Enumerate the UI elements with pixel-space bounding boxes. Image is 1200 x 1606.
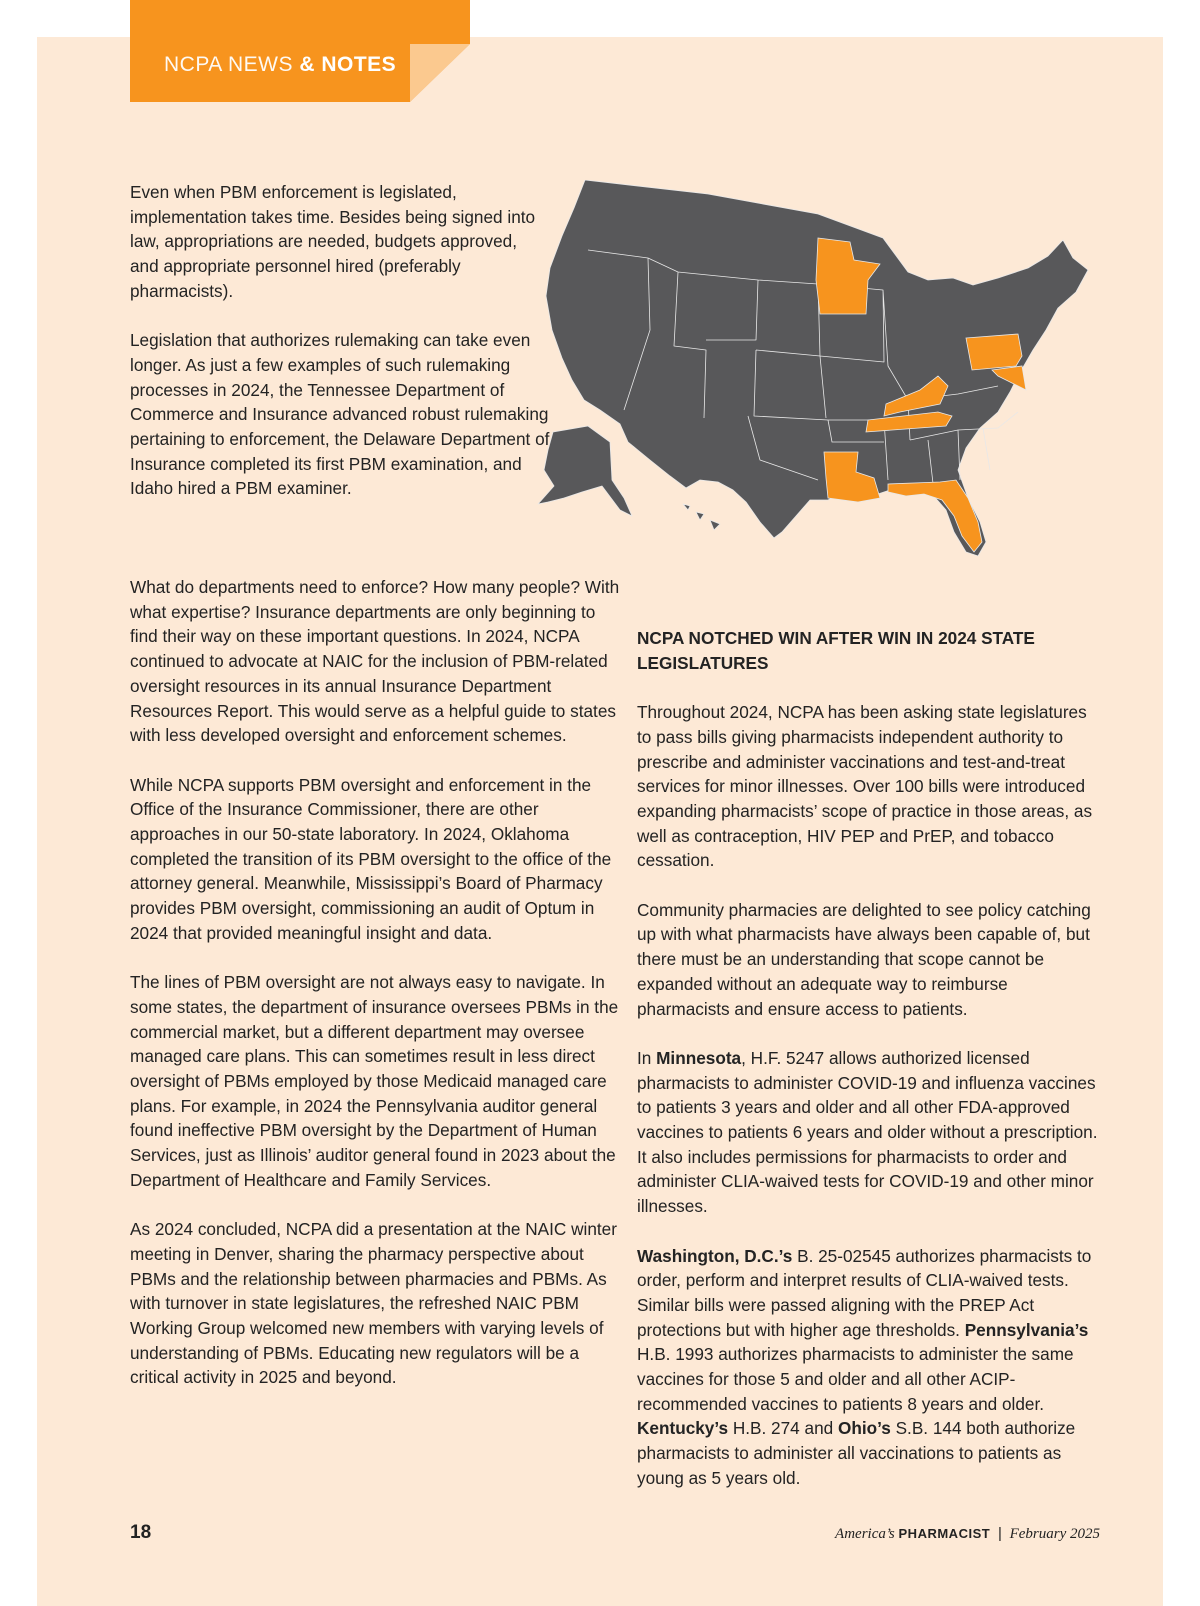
magazine-brand: PHARMACIST: [898, 1526, 991, 1541]
page-number: 18: [130, 1522, 152, 1543]
paragraph: The lines of PBM oversight are not always easy to navigate. In some states, the department of insurance oversees PBMs in the commercial market, but a different department may oversee managed care plans. This can sometimes result in less direct oversight of PBMs employed by those Medicaid managed care plans. For example, in 2024 the Pennsylvania auditor general found ineffective PBM oversight by the Department of Human Services, just as Illinois’ auditor general found in 2023 about the Department of Healthcare and Family Services.: [130, 972, 619, 1190]
state-pennsylvania: [966, 334, 1022, 370]
paragraph: Throughout 2024, NCPA has been asking state legislatures to pass bills giving pharmacists independent authority to prescribe and administer vaccinations and test-and-treat services for minor illnesses. Over 100 bills were introduced expanding pharmacists’ scope of practice in those areas, as well as contraception, HIV PEP and PrEP, and tobacco cessation.: [637, 702, 1093, 871]
text: B. 25-02545 authorizes pharmacists to order, perform and interpret results of CLIA-waived tests. Similar bills were passed aligning with the PREP Act protections but with higher age thresholds.: [637, 1245, 1092, 1340]
state-name: Kentucky’s: [637, 1418, 729, 1439]
text: H.B. 274 and: [728, 1418, 838, 1439]
hawaii-shape: [683, 504, 720, 530]
left-column: [130, 575, 620, 1415]
section-title: [164, 53, 396, 77]
paragraph: While NCPA supports PBM oversight and enforcement in the Office of the Insurance Commissioner, there are other approaches in our 50-state laboratory. In 2024, Oklahoma completed the transition of its PBM oversight to the office of the attorney general. Meanwhile, Mississippi’s Board of Pharmacy provides PBM oversight, commissioning an audit of Optum in 2024 that provided meaningful insight and data.: [130, 774, 612, 943]
state-name: Washington, D.C.’s: [637, 1245, 793, 1266]
magazine-footer: [835, 1525, 1100, 1543]
state-name: Pennsylvania’s: [964, 1319, 1089, 1340]
issue-date: February 2025: [1009, 1526, 1100, 1542]
left-column-top: [130, 180, 550, 526]
text: In: [637, 1047, 657, 1068]
paragraph: As 2024 concluded, NCPA did a presentation at the NAIC winter meeting in Denver, sharing the pharmacy perspective about PBMs and the relationship between pharmacies and PBMs. As with turnover in state legislatures, the refreshed NAIC PBM Working Group welcomed new members with varying levels of understanding of PBMs. Educating new regulators will be a critical activity in 2025 and beyond.: [130, 1219, 617, 1388]
state-name: Ohio’s: [837, 1418, 891, 1439]
text: , H.F. 5247 allows authorized licensed pharmacists to administer COVID-19 and influenza vaccines to patients 3 years and older and all other FDA-approved vaccines to patients 6 years and older without a prescription. It also includes permissions for pharmacists to order and administer CLIA-waived tests for COVID-19 and other minor illnesses.: [637, 1047, 1098, 1217]
magazine-name-italic: America’s: [835, 1526, 895, 1542]
text: S.B. 144 both authorize pharmacists to administer all vaccinations to patients as young as 5 years old.: [637, 1418, 1076, 1488]
state-name: Minnesota: [656, 1047, 742, 1068]
section-title-light: NCPA NEWS: [164, 53, 293, 76]
text: H.B. 1993 authorizes pharmacists to administer the same vaccines for those 5 and older and all other ACIP-recommended vaccines to patients 8 years and older.: [637, 1344, 1074, 1414]
paragraph: Community pharmacies are delighted to see policy catching up with what pharmacists have always been capable of, but there must be an understanding that scope cannot be expanded without an adequate way to reimburse pharmacists and ensure access to patients.: [637, 899, 1091, 1019]
paragraph-minnesota: [637, 1046, 1102, 1219]
paragraph: Legislation that authorizes rulemaking can take even longer. As just a few examples of such rulemaking processes in 2024, the Tennessee Department of Commerce and Insurance advanced robust rulemaking pertaining to enforcement, the Delaware Department of Insurance completed its first PBM examination, and Idaho hired a PBM examiner.: [130, 330, 550, 499]
section-title-bold: & NOTES: [299, 53, 397, 76]
state-florida: [888, 480, 982, 552]
right-column: [637, 626, 1102, 1515]
alaska-shape: [538, 426, 632, 516]
paragraph: What do departments need to enforce? How many people? With what expertise? Insurance departments are only beginning to find their way on these important questions. In 2024, NCPA continued to advocate at NAIC for the inclusion of PBM-related oversight resources in its annual Insurance Department Resources Report. This would serve as a helpful guide to states with less developed oversight and enforcement schemes.: [130, 577, 620, 746]
section-heading: NCPA NOTCHED WIN AFTER WIN IN 2024 STATE LEGISLATURES: [637, 628, 1035, 673]
paragraph-states: [637, 1244, 1102, 1491]
tab-fold-corner: [410, 44, 470, 102]
footer-separator: |: [997, 1525, 1002, 1542]
us-map-figure: [528, 180, 1128, 580]
paragraph: Even when PBM enforcement is legislated, implementation takes time. Besides being signed into law, appropriations are needed, budgets approved, and appropriate personnel hired (preferably pharmacists).: [130, 182, 536, 301]
